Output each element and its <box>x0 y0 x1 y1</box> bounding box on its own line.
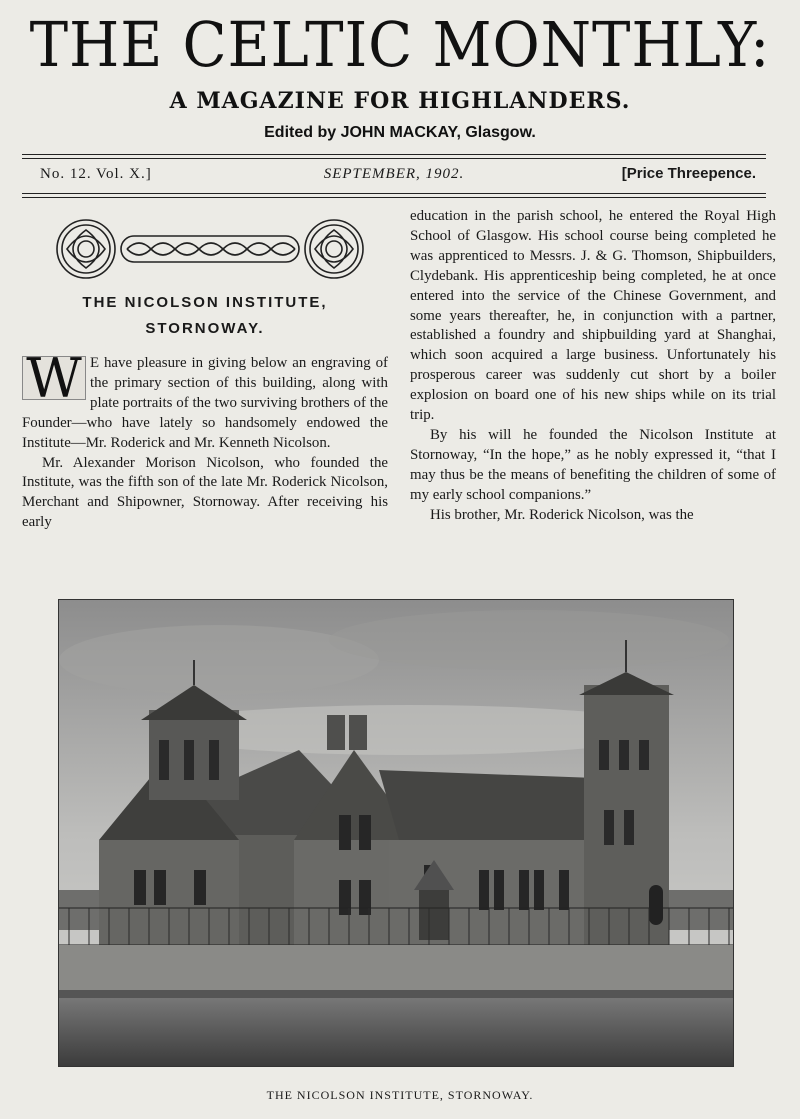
photo-caption: THE NICOLSON INSTITUTE, STORNOWAY. <box>266 1088 534 1102</box>
masthead-subtitle: A MAGAZINE FOR HIGHLANDERS. <box>169 88 631 114</box>
left-paragraph-2: Mr. Alexander Morison Nicolson, who founded the Institute, was the fifth son of the late Mr. Roderick Nicolson, Merchant and Shipowner, Stornoway. After receiving his early <box>22 454 388 531</box>
issue-row <box>22 166 766 190</box>
building-illustration-icon <box>59 600 734 1067</box>
celtic-knot-ornament-icon <box>55 218 365 280</box>
left-paragraph-1 <box>22 347 388 454</box>
right-paragraph-3: His brother, Mr. Roderick Nicolson, was the <box>430 506 694 523</box>
left-paragraph-1-text: E have pleasure in giving below an engraving of the primary section of this building, along with plate portraits of the two surviving brothers of the Founder—who have lately so handsomely endowed the Institute—Mr. Roderick and Mr. Kenneth Nicolson. <box>22 355 388 451</box>
rule-bottom <box>22 193 766 194</box>
right-paragraph-1: education in the parish school, he entered the Royal High School of Glasgow. His school course being completed he was apprenticed to Messrs. J. & G. Thomson, Shipbuilders, Clydebank. His apprenticeship being completed, he at once entered into the service of the Chinese Government, and some years thereafter, he, in conjunction with a partner, established a foundry and shipbuilding yard at Shanghai, which soon acquired a large business. Unfortunately his prosperous career was suddenly cut short by a boiler explosion on board one of his new ships while on its trial trip. <box>410 208 776 424</box>
institute-photograph <box>58 599 734 1067</box>
rule-top-2 <box>22 158 766 159</box>
issue-date: SEPTEMBER, 1902. <box>323 166 465 182</box>
right-column <box>410 207 776 526</box>
masthead-editor: Edited by JOHN MACKAY, Glasgow. <box>264 124 536 141</box>
masthead-title: THE CELTIC MONTHLY: <box>29 8 771 81</box>
right-paragraph-2: By his will he founded the Nicolson Institute at Stornoway, “In the hope,” as he nobly expressed it, “that I may thus be the means of benefiting the children of some of my early school companions.” <box>410 426 776 503</box>
article-heading: THE NICOLSON INSTITUTE, <box>82 294 328 311</box>
article-subheading: STORNOWAY. <box>145 320 265 337</box>
issue-price: [Price Threepence. <box>621 165 756 182</box>
issue-number: No. 12. Vol. X.] <box>40 166 152 182</box>
drop-cap-initial: W <box>22 356 86 400</box>
rule-bottom-2 <box>22 197 766 198</box>
left-column <box>22 347 388 533</box>
rule-top <box>22 154 766 155</box>
